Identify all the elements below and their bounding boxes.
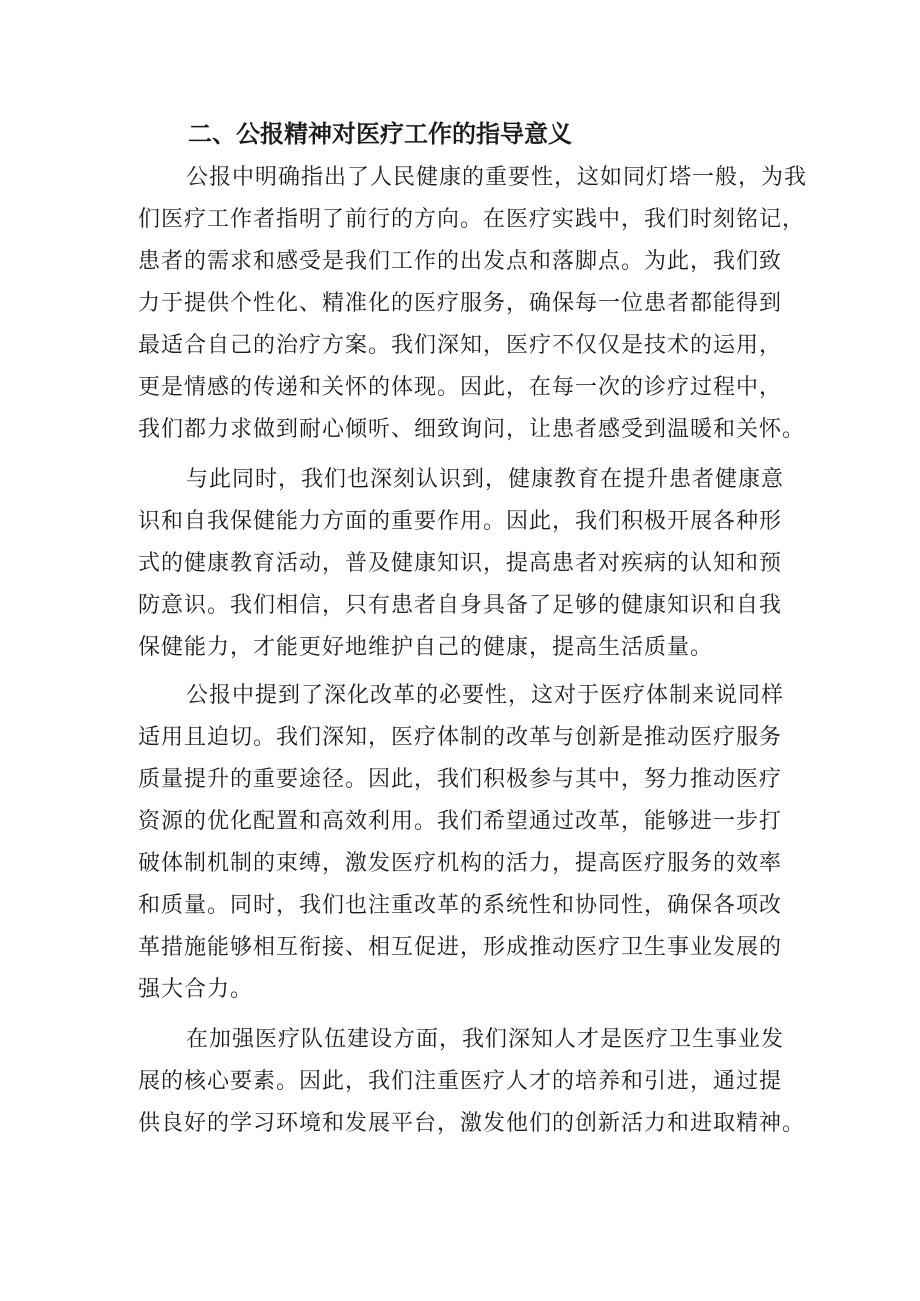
paragraph-line: 保健能力，才能更好地维护自己的健康，提高生活质量。 <box>138 635 714 660</box>
paragraph-line: 展的核心要素。因此，我们注重医疗人才的培养和引进，通过提 <box>138 1069 783 1094</box>
paragraph-line: 适用且迫切。我们深知，医疗体制的改革与创新是推动医疗服务 <box>138 725 783 750</box>
paragraph-line: 最适合自己的治疗方案。我们深知，医疗不仅仅是技术的运用， <box>138 333 783 358</box>
paragraph-line: 供良好的学习环境和发展平台，激发他们的创新活力和进取精神。 <box>138 1111 806 1136</box>
paragraph-line: 资源的优化配置和高效利用。我们希望通过改革，能够进一步打 <box>138 809 783 834</box>
paragraph-line: 在加强医疗队伍建设方面，我们深知人才是医疗卫生事业发 <box>186 1027 785 1052</box>
paragraph-line: 更是情感的传递和关怀的体现。因此，在每一次的诊疗过程中， <box>138 375 783 400</box>
paragraph-line: 我们都力求做到耐心倾听、细致询问，让患者感受到温暖和关怀。 <box>138 417 806 442</box>
paragraph-line: 识和自我保健能力方面的重要作用。因此，我们积极开展各种形 <box>138 509 783 534</box>
paragraph-line: 公报中明确指出了人民健康的重要性，这如同灯塔一般，为我 <box>186 165 808 190</box>
paragraph-line: 防意识。我们相信，只有患者自身具备了足够的健康知识和自我 <box>138 593 783 618</box>
paragraph-line: 质量提升的重要途径。因此，我们积极参与其中，努力推动医疗 <box>138 767 783 792</box>
paragraph-line: 与此同时，我们也深刻认识到，健康教育在提升患者健康意 <box>186 467 785 492</box>
paragraph-line: 公报中提到了深化改革的必要性，这对于医疗体制来说同样 <box>186 683 785 708</box>
paragraph-line: 式的健康教育活动，普及健康知识，提高患者对疾病的认知和预 <box>138 551 783 576</box>
paragraph-line: 强大合力。 <box>138 977 254 1002</box>
paragraph-line: 革措施能够相互衔接、相互促进，形成推动医疗卫生事业发展的 <box>138 935 783 960</box>
paragraph-line: 力于提供个性化、精准化的医疗服务，确保每一位患者都能得到 <box>138 291 783 316</box>
paragraph-line: 们医疗工作者指明了前行的方向。在医疗实践中，我们时刻铭记， <box>138 207 806 232</box>
paragraph-line: 和质量。同时，我们也注重改革的系统性和协同性，确保各项改 <box>138 893 783 918</box>
paragraph-line: 破体制机制的束缚，激发医疗机构的活力，提高医疗服务的效率 <box>138 851 783 876</box>
paragraph-line: 患者的需求和感受是我们工作的出发点和落脚点。为此，我们致 <box>138 249 783 274</box>
section-heading: 二、公报精神对医疗工作的指导意义 <box>188 120 572 148</box>
